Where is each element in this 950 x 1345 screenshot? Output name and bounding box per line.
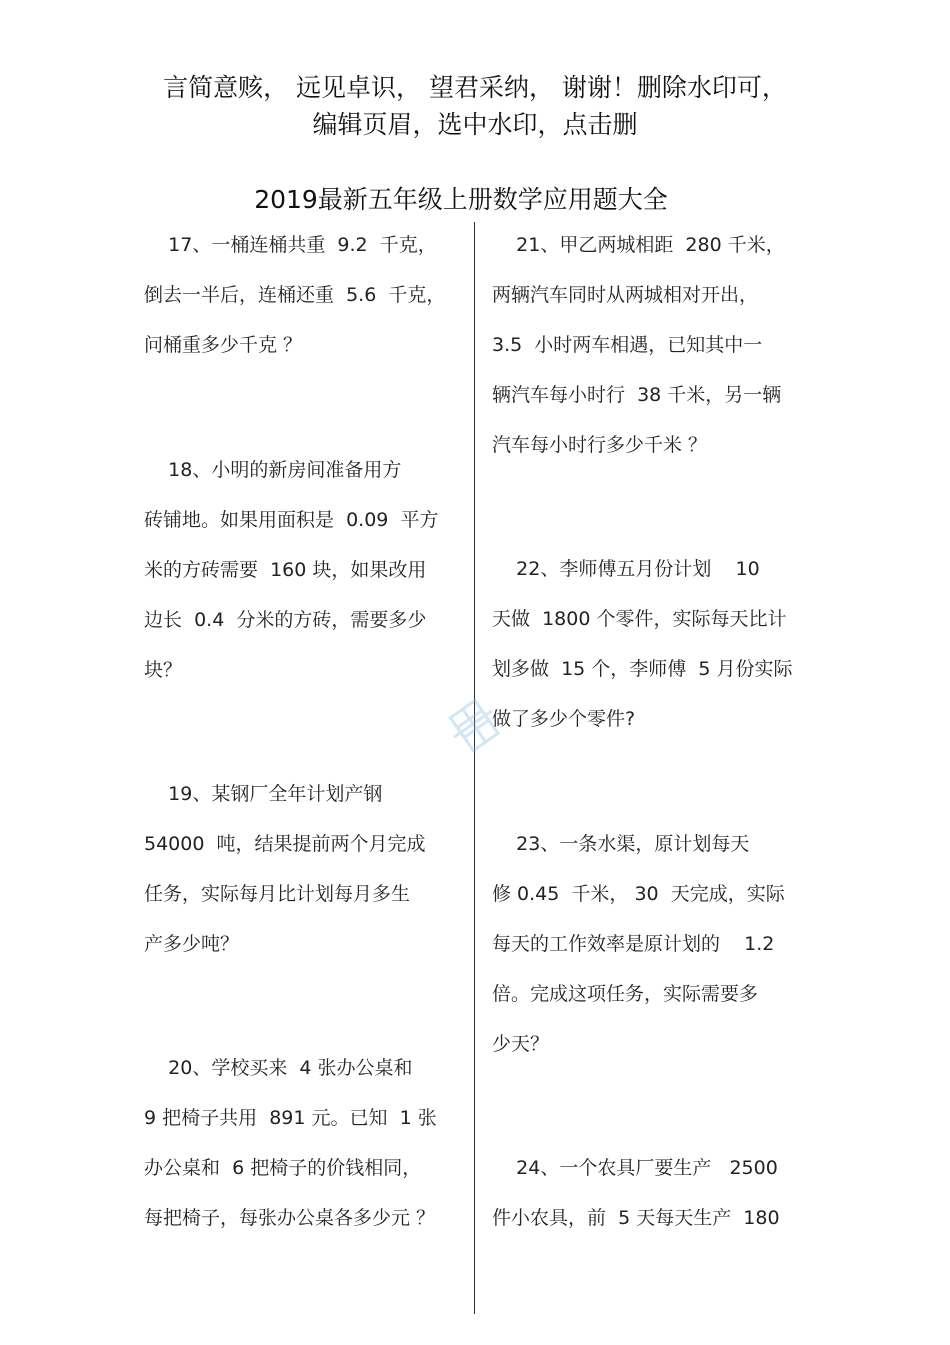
problem-line: 24、一个农具厂要生产 2500 [492,1157,778,1179]
problem-line: 任务，实际每月比计划每月多生 [144,883,411,905]
header-note-line-2: 编辑页眉，选中水印，点击删 [312,110,638,139]
problem-line: 22、李师傅五月份计划 10 [492,558,760,580]
problem-line: 件小农具，前 5 天每天生产 180 [492,1207,780,1229]
problem-line: 倒去一半后，连桶还重 5.6 千克， [144,284,446,306]
document-title: 2019最新五年级上册数学应用题大全 [254,185,668,214]
problem-19 [144,781,464,981]
problem-line: 修 0.45 千米， 30 天完成，实际 [492,883,785,905]
problem-21 [492,232,822,482]
problem-line: 9 把椅子共用 891 元。已知 1 张 [144,1107,437,1129]
problem-line: 砖铺地。如果用面积是 0.09 平方 [144,509,439,531]
problem-20 [144,1055,464,1255]
problem-line: 20、学校买来 4 张办公桌和 [144,1057,413,1079]
problem-18 [144,457,464,707]
problem-line: 两辆汽车同时从两城相对开出， [492,284,759,306]
problem-line: 少天？ [492,1033,550,1055]
problem-22 [492,556,822,756]
problem-line: 产多少吨？ [144,933,240,955]
problem-line: 18、小明的新房间准备用方 [144,459,402,481]
header-note-line-1: 言简意赅， 远见卓识， 望君采纳， 谢谢！删除水印可， [163,73,787,102]
problem-line: 米的方砖需要 160 块，如果改用 [144,559,427,581]
column-divider [474,222,475,1314]
problem-line: 3.5 小时两车相遇，已知其中一 [492,334,763,356]
problem-line: 每把椅子，每张办公桌各多少元 ？ [144,1207,436,1229]
problem-line: 办公桌和 6 把椅子的价钱相同， [144,1157,422,1179]
problem-line: 每天的工作效率是原计划的 1.2 [492,933,775,955]
problem-line: 块？ [144,659,183,681]
problem-24 [492,1155,822,1255]
problem-line: 17、一桶连桶共重 9.2 千克， [144,234,437,256]
problem-line: 54000 吨，结果提前两个月完成 [144,833,426,855]
problem-17 [144,232,464,382]
problem-line: 19、某钢厂全年计划产钢 [144,783,383,805]
problem-line: 划多做 15 个，李师傅 5 月份实际 [492,658,793,680]
problem-line: 汽车每小时行多少千米 ？ [492,434,708,456]
problem-line: 做了多少个零件? [492,708,636,730]
problem-line: 辆汽车每小时行 38 千米，另一辆 [492,384,782,406]
problem-line: 天做 1800 个零件，实际每天比计 [492,608,787,630]
problem-line: 问桶重多少千克 ？ [144,334,303,356]
problem-line: 23、一条水渠，原计划每天 [492,833,750,855]
problem-line: 21、甲乙两城相距 280 千米， [492,234,785,256]
problem-line: 倍。完成这项任务，实际需要多 [492,983,759,1005]
problem-line: 边长 0.4 分米的方砖，需要多少 [144,609,427,631]
problem-23 [492,831,822,1081]
